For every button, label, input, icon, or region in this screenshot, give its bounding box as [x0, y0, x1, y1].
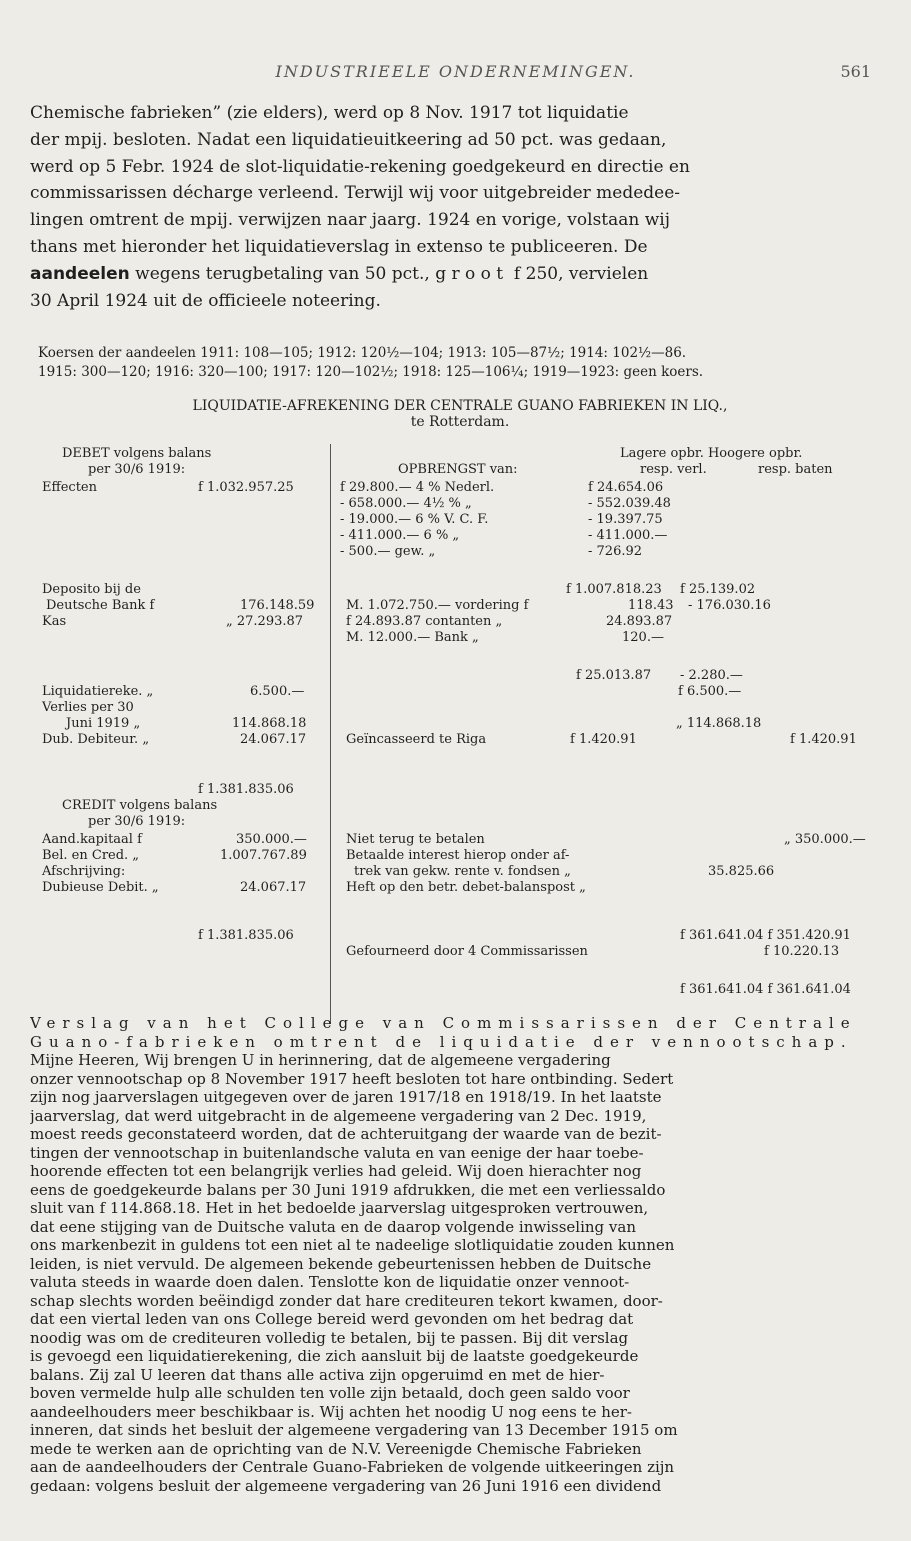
text-line: ons markenbezit in guldens tot een niet al te nadeelige slotliquidatie zouden kunnen: [30, 1236, 675, 1254]
text-line: werd op 5 Febr. 1924 de slot-liquidatie-rekening goedgekeurd en directie en: [30, 156, 690, 177]
deposito-amount: 176.148.59: [240, 598, 315, 613]
column-divider: [330, 444, 331, 1024]
contanten-lager: 24.893.87: [606, 614, 673, 629]
gefourneerd-label: Gefourneerd door 4 Commissarissen: [346, 944, 588, 959]
deposito-bank-label: Deutsche Bank f: [46, 598, 155, 613]
text-line: tingen der vennootschap in buitenlandsche valuta en van eenige der haar toebe-: [30, 1143, 644, 1162]
text-line: gedaan: volgens besluit der algemeene vergadering van 26 Juni 1916 een dividend: [30, 1476, 662, 1495]
text-line: boven vermelde hulp alle schulden ten volle zijn betaald, doch geen saldo voor: [30, 1384, 630, 1402]
effecten-row-amount: - 19.397.75: [588, 512, 663, 527]
riga-right: f 1.420.91: [790, 732, 857, 747]
debet-total: f 1.381.835.06: [198, 782, 294, 797]
text-line: dat een viertal leden van ons College bereid werd gevonden om het bedrag dat: [30, 1310, 634, 1328]
effecten-row: - 500.— gew. „: [340, 544, 436, 559]
aandeelen-term: aandeelen: [30, 263, 130, 284]
text-line: lingen omtrent de mpij. verwijzen naar jaarg. 1924 en vorige, volstaan wij: [30, 210, 671, 231]
effecten-row: - 411.000.— 6 % „: [340, 528, 460, 543]
verlies-label: Verlies per 30: [42, 700, 134, 715]
debet-date: per 30/6 1919:: [88, 462, 186, 477]
text-fragment: wegens terugbetaling van 50 pct.,: [129, 263, 436, 284]
spaced-term: groot: [435, 263, 509, 284]
koersen-line: Koersen der aandeelen 1911: 108—105; 1912: 120½—104; 1913: 105—87½; 1914: 102½—86.: [38, 345, 687, 361]
effecten-row: f 29.800.— 4 % Nederl.: [340, 480, 495, 495]
bank-lager: 120.—: [622, 630, 664, 645]
col-header-opbr: Lagere opbr. Hoogere opbr.: [620, 446, 803, 461]
table-subheading: te Rotterdam.: [410, 414, 510, 430]
heft-label: Heft op den betr. debet-balanspost „: [346, 880, 586, 895]
text-line: sluit van f 114.868.18. Het in het bedoelde jaarverslag uitgesproken vertrouwen,: [30, 1199, 649, 1217]
afschrijving-label: Afschrijving:: [42, 864, 126, 879]
verslag-section: [30, 1014, 882, 1495]
dub-debiteur-amount: 24.067.17: [240, 732, 307, 747]
debet-heading: DEBET volgens balans: [62, 446, 212, 461]
koersen-block: [38, 344, 878, 382]
text-line: zijn nog jaarverslagen uitgegeven over de jaren 1917/18 en 1918/19. In het laatste: [30, 1088, 662, 1106]
niet-terug-label: Niet terug te betalen: [346, 832, 485, 847]
bel-cred-label: Bel. en Cred. „: [42, 848, 140, 863]
subtotal-hooger: - 2.280.—: [680, 668, 743, 683]
text-line: moest reeds geconstateerd worden, dat de achteruitgang der waarde van de bezit-: [30, 1125, 662, 1143]
text-line: leiden, is niet vervuld. De algemeen bekende gebeurtenissen hebben de Duitsche: [30, 1254, 652, 1273]
verslag-title: Verslag van het College van Commissarissen der Centrale: [30, 1014, 857, 1032]
riga-label: Geïncasseerd te Riga: [346, 732, 487, 747]
effecten-row-amount: - 552.039.48: [588, 496, 671, 511]
text-line: der mpij. besloten. Nadat een liquidatieuitkeering ad 50 pct. was gedaan,: [30, 129, 667, 150]
betaalde-interest-label: Betaalde interest hierop onder af-: [346, 848, 570, 863]
effecten-row-amount: f 24.654.06: [588, 480, 664, 495]
col-header-baten: resp. baten: [758, 462, 833, 477]
effecten-row: - 658.000.— 4½ % „: [340, 496, 472, 511]
page-number: 561: [840, 62, 871, 81]
credit-date: per 30/6 1919:: [88, 814, 186, 829]
text-line: thans met hieronder het liquidatieverslag in extenso te publiceeren. De: [30, 236, 648, 257]
verlies-date: Juni 1919 „: [66, 716, 141, 731]
kas-amount: „ 27.293.87: [226, 614, 304, 629]
page-header: [40, 62, 871, 86]
betaalde-interest-amount: 35.825.66: [708, 864, 775, 879]
vordering-lager: 118.43: [628, 598, 674, 613]
liquidatie-label: Liquidatiereke. „: [42, 684, 154, 699]
effecten-amount: f 1.032.957.25: [198, 480, 294, 495]
effecten-row-amount: - 411.000.—: [588, 528, 668, 543]
col-header-opbrengst: OPBRENGST van:: [398, 462, 518, 477]
text-line: inneren, dat sinds het besluit der algemeene vergadering van 13 December 1915 om: [30, 1421, 678, 1439]
deposito-label: Deposito bij de: [42, 582, 141, 597]
text-line: dat eene stijging van de Duitsche valuta en de daarop volgende inwisseling van: [30, 1217, 636, 1236]
intro-paragraph: [30, 100, 885, 314]
text-line: mede te werken aan de oprichting van de N.V. Vereenigde Chemische Fabrieken: [30, 1439, 642, 1458]
aandeelkapitaal-label: Aand.kapitaal f: [42, 832, 142, 847]
riga-lager: f 1.420.91: [570, 732, 637, 747]
liquidatie-hooger: f 6.500.—: [678, 684, 742, 699]
text-line: onzer vennootschap op 8 November 1917 heeft besloten tot hare ontbinding. Sedert: [30, 1069, 674, 1088]
gefourneerd-amount: f 10.220.13: [764, 944, 840, 959]
niet-terug-amount: „ 350.000.—: [784, 832, 866, 847]
text-line: jaarverslag, dat werd uitgebracht in de algemeene vergadering van 2 Dec. 1919,: [30, 1106, 647, 1125]
text-line: aandeelhouders meer beschikbaar is. Wij achten het noodig U nog eens te her-: [30, 1402, 632, 1421]
text-line: aan de aandeelhouders der Centrale Guano-Fabrieken de volgende uitkeeringen zijn: [30, 1458, 675, 1476]
vordering-hooger: - 176.030.16: [688, 598, 771, 613]
dubieuse-amount: 24.067.17: [240, 880, 307, 895]
table-title: [40, 398, 880, 430]
text-line: Chemische fabrieken” (zie elders), werd op 8 Nov. 1917 tot liquidatie: [30, 103, 629, 123]
kas-label: Kas: [42, 614, 67, 629]
contanten-label: f 24.893.87 contanten „: [346, 614, 503, 629]
text-line: [30, 261, 885, 288]
subtotal-lager: f 25.013.87: [576, 668, 652, 683]
effecten-label: Effecten: [42, 480, 97, 495]
liquidatie-amount: 6.500.—: [250, 684, 305, 699]
betaalde-interest-label-2: trek van gekw. rente v. fondsen „: [354, 864, 571, 879]
text-line: schap slechts worden beëindigd zonder dat hare crediteuren tekort kwamen, door-: [30, 1291, 663, 1310]
dubieuse-label: Dubieuse Debit. „: [42, 880, 159, 895]
text-line: is gevoegd een liquidatierekening, die zich aansluit bij de laatste goedgekeurde: [30, 1347, 639, 1365]
text-fragment: f 250, vervielen: [508, 263, 649, 284]
text-line: eens de goedgekeurde balans per 30 Juni 1919 afdrukken, die met een verliessaldo: [30, 1180, 666, 1199]
verlies-amount: 114.868.18: [232, 716, 307, 731]
final-totals-row: f 361.641.04 f 361.641.04: [680, 982, 851, 997]
verslag-title: Guano-fabrieken omtrent de liquidatie der vennootschap.: [30, 1032, 853, 1051]
koersen-line: 1915: 300—120; 1916: 320—100; 1917: 120—102½; 1918: 125—106¼; 1919—1923: geen koers.: [38, 364, 704, 380]
text-line: 30 April 1924 uit de officieele noteering.: [30, 290, 381, 311]
text-line: Mijne Heeren, Wij brengen U in herinnering, dat de algemeene vergadering: [30, 1051, 611, 1069]
effecten-total-lager: f 1.007.818.23: [566, 582, 662, 597]
text-line: valuta steeds in waarde doen dalen. Tenslotte kon de liquidatie onzer vennoot-: [30, 1273, 630, 1291]
effecten-row-amount: - 726.92: [588, 544, 643, 559]
bel-cred-amount: 1.007.767.89: [220, 848, 307, 863]
credit-heading: CREDIT volgens balans: [62, 798, 218, 813]
col-header-verl: resp. verl.: [640, 462, 707, 477]
vordering-label: M. 1.072.750.— vordering f: [346, 598, 529, 613]
table-heading: LIQUIDATIE-AFREKENING DER CENTRALE GUANO FABRIEKEN IN LIQ.,: [192, 398, 728, 414]
text-line: noodig was om de crediteuren volledig te betalen, bij te passen. Bij dit verslag: [30, 1328, 629, 1347]
credit-total: f 1.381.835.06: [198, 928, 294, 943]
running-title: INDUSTRIEELE ONDERNEMINGEN.: [275, 62, 636, 81]
dub-debiteur-label: Dub. Debiteur. „: [42, 732, 150, 747]
text-line: hoorende effecten tot een belangrijk verlies had geleid. Wij doen hierachter nog: [30, 1162, 642, 1180]
bank-label: M. 12.000.— Bank „: [346, 630, 479, 645]
effecten-total-hooger: f 25.139.02: [680, 582, 756, 597]
totals-row: f 361.641.04 f 351.420.91: [680, 928, 851, 943]
effecten-row: - 19.000.— 6 % V. C. F.: [340, 512, 489, 527]
aandeelkapitaal-amount: 350.000.—: [236, 832, 307, 847]
text-line: commissarissen décharge verleend. Terwijl wij voor uitgebreider mededee-: [30, 183, 681, 204]
text-line: balans. Zij zal U leeren dat thans alle activa zijn opgeruimd en met de hier-: [30, 1365, 605, 1384]
verlies-right: „ 114.868.18: [676, 716, 762, 731]
